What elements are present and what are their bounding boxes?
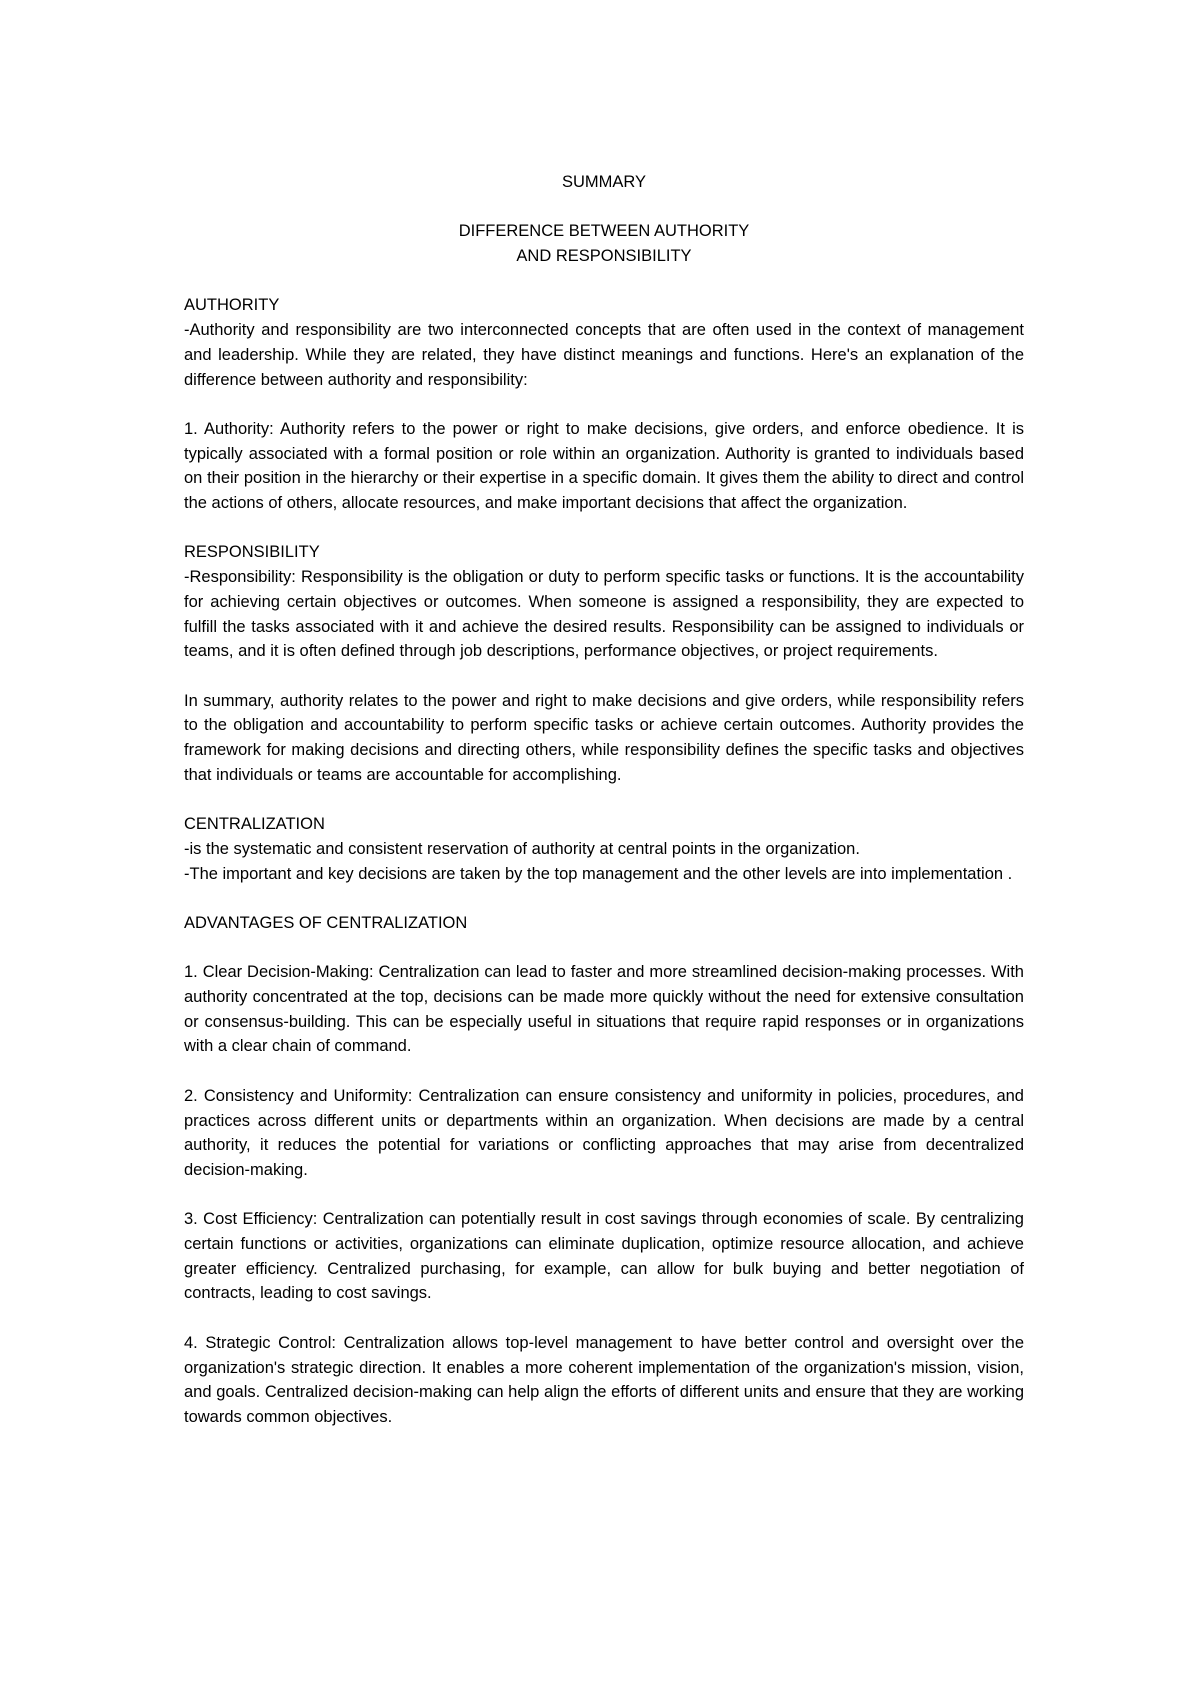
document-title-line-2: AND RESPONSIBILITY: [516, 247, 692, 266]
summary-title: SUMMARY: [561, 173, 647, 191]
advantage-item: 1. Clear Decision-Making: Centralization can lead to faster and more streamlined decision-making processes. With authority concentrated at the top, decisions can be made more quickly without the need for extensive consultation or consensus-building. This can be especially useful in situations that require rapid responses or in organizations with a clear chain of command.: [184, 963, 1024, 1056]
advantage-item: 3. Cost Efficiency: Centralization can potentially result in cost savings through economies of scale. By centralizing certain functions or activities, organizations can eliminate duplication, optimize resource allocation, and achieve greater efficiency. Centralized purchasing, for example, can allow for bulk buying and better negotiation of contracts, leading to cost savings.: [184, 1210, 1024, 1303]
summary-paragraph: In summary, authority relates to the power and right to make decisions and give orders, while responsibility refers to the obligation and accountability to perform specific tasks or achieve certain outcomes. Authority provides the framework for making decisions and directing others, while responsibility defines the specific tasks and objectives that individuals or teams are accountable for accomplishing.: [184, 691, 1024, 784]
authority-definition-paragraph: 1. Authority: Authority refers to the power or right to make decisions, give orders, and enforce obedience. It is typically associated with a formal position or role within an organization. Authority is granted to individuals based on their position in the hierarchy or their expertise in a specific domain. It gives them the ability to direct and control the actions of others, allocate resources, and make important decisions that affect the organization.: [184, 419, 1024, 513]
authority-intro-paragraph: -Authority and responsibility are two interconnected concepts that are often used in the context of management and leadership. While they are related, they have distinct meanings and functions. Here's an explanation of the difference between authority and responsibility:: [184, 321, 1024, 389]
responsibility-paragraph: -Responsibility: Responsibility is the obligation or duty to perform specific tasks or functions. It is the accountability for achieving certain objectives or outcomes. When someone is assigned a responsibility, they are expected to fulfill the tasks associated with it and achieve the desired results. Responsibility can be assigned to individuals or teams, and it is often defined through job descriptions, performance objectives, or project requirements.: [184, 568, 1024, 661]
authority-heading: AUTHORITY: [184, 296, 280, 315]
centralization-key-decisions: -The important and key decisions are taken by the top management and the other levels are into implementation .: [184, 864, 1013, 883]
advantage-item: 4. Strategic Control: Centralization allows top-level management to have better control and oversight over the organization's strategic direction. It enables a more coherent implementation of the organization's mission, vision, and goals. Centralized decision-making can help align the efforts of different units and ensure that they are working towards common objectives.: [184, 1333, 1024, 1426]
centralization-definition: -is the systematic and consistent reservation of authority at central points in the organization.: [184, 839, 860, 858]
responsibility-heading: RESPONSIBILITY: [184, 543, 320, 562]
advantages-heading: ADVANTAGES OF CENTRALIZATION: [184, 913, 468, 932]
document-title-line-1: DIFFERENCE BETWEEN AUTHORITY: [458, 222, 750, 241]
advantage-item: 2. Consistency and Uniformity: Centralization can ensure consistency and uniformity in policies, procedures, and practices across different units or departments within an organization. When decisions are made by a central authority, it reduces the potential for variations or conflicting approaches that may arise from decentralized decision-making.: [184, 1086, 1024, 1179]
centralization-heading: CENTRALIZATION: [184, 815, 325, 834]
